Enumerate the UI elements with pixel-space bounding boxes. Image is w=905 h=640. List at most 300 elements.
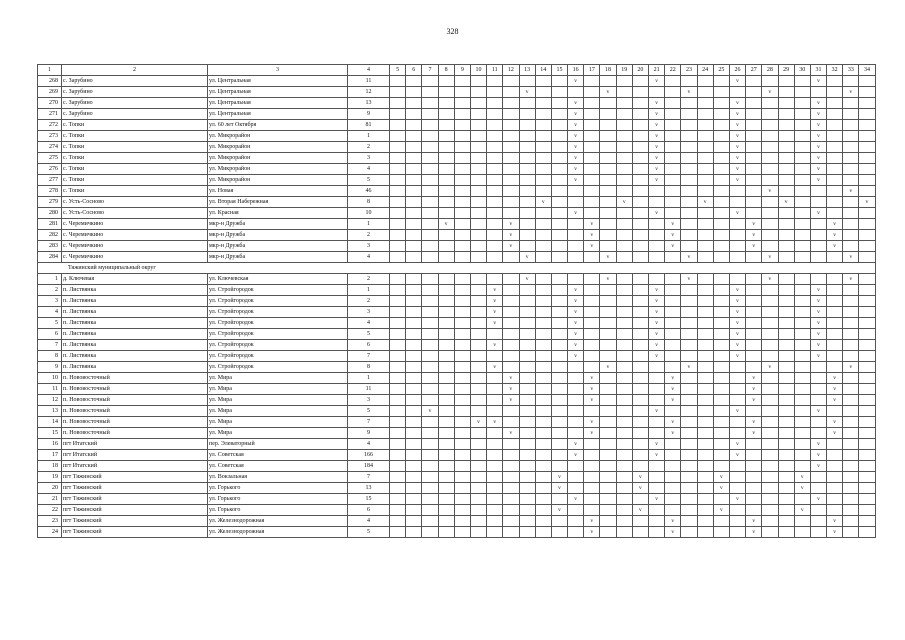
empty-cell — [406, 384, 422, 395]
empty-cell — [438, 109, 454, 120]
empty-cell — [390, 197, 406, 208]
empty-cell — [827, 461, 843, 472]
empty-cell — [503, 153, 519, 164]
table-row — [38, 450, 876, 461]
column-header-14: 14 — [535, 65, 551, 76]
house-cell: 6 — [348, 505, 390, 516]
empty-cell — [487, 461, 503, 472]
street-cell: ул. Стройгородок — [208, 285, 348, 296]
empty-cell — [762, 296, 778, 307]
empty-cell — [632, 175, 648, 186]
empty-cell — [697, 494, 713, 505]
empty-cell — [697, 274, 713, 285]
empty-cell — [859, 76, 875, 87]
empty-cell — [584, 175, 600, 186]
check-mark: v — [746, 428, 762, 439]
column-header-15: 15 — [551, 65, 567, 76]
empty-cell — [438, 395, 454, 406]
empty-cell — [843, 285, 859, 296]
empty-cell — [729, 395, 745, 406]
empty-cell — [713, 494, 729, 505]
empty-cell — [681, 219, 697, 230]
empty-cell — [390, 120, 406, 131]
empty-cell — [519, 230, 535, 241]
empty-cell — [568, 483, 584, 494]
check-mark: v — [729, 109, 745, 120]
row-number: 20 — [38, 483, 62, 494]
empty-cell — [454, 274, 470, 285]
column-header-21: 21 — [649, 65, 665, 76]
empty-cell — [616, 483, 632, 494]
empty-cell — [600, 527, 616, 538]
check-mark: v — [487, 296, 503, 307]
empty-cell — [422, 153, 438, 164]
empty-cell — [859, 208, 875, 219]
empty-cell — [438, 373, 454, 384]
check-mark: v — [649, 120, 665, 131]
empty-cell — [778, 340, 794, 351]
empty-cell — [794, 252, 810, 263]
empty-cell — [503, 472, 519, 483]
empty-cell — [729, 241, 745, 252]
empty-cell — [827, 153, 843, 164]
empty-cell — [422, 252, 438, 263]
check-mark: v — [810, 461, 826, 472]
empty-cell — [649, 87, 665, 98]
empty-cell — [406, 131, 422, 142]
empty-cell — [649, 219, 665, 230]
empty-cell — [535, 472, 551, 483]
table-row — [38, 329, 876, 340]
locality-cell: с. Зарубино — [62, 87, 208, 98]
empty-cell — [551, 439, 567, 450]
empty-cell — [697, 505, 713, 516]
empty-cell — [616, 241, 632, 252]
empty-cell — [713, 87, 729, 98]
empty-cell — [810, 527, 826, 538]
empty-cell — [535, 340, 551, 351]
empty-cell — [551, 164, 567, 175]
empty-cell — [778, 362, 794, 373]
check-mark: v — [762, 186, 778, 197]
check-mark: v — [519, 87, 535, 98]
empty-cell — [454, 417, 470, 428]
house-cell: 8 — [348, 197, 390, 208]
check-mark: v — [649, 406, 665, 417]
empty-cell — [665, 208, 681, 219]
empty-cell — [519, 461, 535, 472]
empty-cell — [713, 351, 729, 362]
empty-cell — [568, 461, 584, 472]
empty-cell — [778, 208, 794, 219]
empty-cell — [406, 296, 422, 307]
empty-cell — [843, 329, 859, 340]
empty-cell — [568, 87, 584, 98]
empty-cell — [632, 450, 648, 461]
empty-cell — [503, 362, 519, 373]
street-cell: ул. Мира — [208, 384, 348, 395]
empty-cell — [568, 252, 584, 263]
check-mark: v — [584, 527, 600, 538]
empty-cell — [551, 142, 567, 153]
check-mark: v — [649, 142, 665, 153]
empty-cell — [746, 362, 762, 373]
check-mark: v — [810, 439, 826, 450]
empty-cell — [390, 186, 406, 197]
empty-cell — [438, 494, 454, 505]
empty-cell — [551, 230, 567, 241]
empty-cell — [390, 439, 406, 450]
check-mark: v — [827, 417, 843, 428]
empty-cell — [422, 362, 438, 373]
empty-cell — [697, 461, 713, 472]
empty-cell — [438, 241, 454, 252]
empty-cell — [843, 76, 859, 87]
empty-cell — [665, 307, 681, 318]
empty-cell — [778, 505, 794, 516]
check-mark: v — [843, 274, 859, 285]
empty-cell — [632, 395, 648, 406]
locality-cell: п. Листвянка — [62, 285, 208, 296]
empty-cell — [632, 131, 648, 142]
empty-cell — [519, 109, 535, 120]
empty-cell — [697, 219, 713, 230]
empty-cell — [470, 296, 486, 307]
check-mark: v — [810, 296, 826, 307]
empty-cell — [422, 186, 438, 197]
check-mark: v — [616, 197, 632, 208]
house-cell: 5 — [348, 527, 390, 538]
empty-cell — [390, 307, 406, 318]
empty-cell — [454, 98, 470, 109]
check-mark: v — [729, 153, 745, 164]
empty-cell — [697, 450, 713, 461]
empty-cell — [681, 296, 697, 307]
check-mark: v — [746, 417, 762, 428]
empty-cell — [390, 417, 406, 428]
empty-cell — [503, 296, 519, 307]
empty-cell — [762, 197, 778, 208]
street-cell: ул. Мира — [208, 428, 348, 439]
empty-cell — [827, 296, 843, 307]
empty-cell — [438, 164, 454, 175]
house-cell: 9 — [348, 428, 390, 439]
check-mark: v — [568, 76, 584, 87]
empty-cell — [519, 208, 535, 219]
empty-cell — [632, 516, 648, 527]
empty-cell — [600, 483, 616, 494]
empty-cell — [406, 351, 422, 362]
row-number: 284 — [38, 252, 62, 263]
empty-cell — [616, 307, 632, 318]
house-cell: 46 — [348, 186, 390, 197]
empty-cell — [390, 494, 406, 505]
empty-cell — [454, 472, 470, 483]
empty-cell — [584, 252, 600, 263]
empty-cell — [535, 505, 551, 516]
empty-cell — [762, 373, 778, 384]
row-number: 21 — [38, 494, 62, 505]
empty-cell — [584, 351, 600, 362]
empty-cell — [794, 230, 810, 241]
empty-cell — [535, 142, 551, 153]
check-mark: v — [843, 252, 859, 263]
check-mark: v — [827, 230, 843, 241]
empty-cell — [794, 164, 810, 175]
empty-cell — [649, 252, 665, 263]
empty-cell — [746, 351, 762, 362]
empty-cell — [454, 516, 470, 527]
empty-cell — [470, 252, 486, 263]
table-row — [38, 208, 876, 219]
empty-cell — [616, 362, 632, 373]
check-mark: v — [649, 296, 665, 307]
empty-cell — [729, 186, 745, 197]
check-mark: v — [584, 516, 600, 527]
empty-cell — [438, 307, 454, 318]
empty-cell — [778, 450, 794, 461]
street-cell: ул. Мира — [208, 373, 348, 384]
empty-cell — [810, 505, 826, 516]
check-mark: v — [762, 274, 778, 285]
empty-cell — [762, 505, 778, 516]
table-row — [38, 362, 876, 373]
empty-cell — [503, 439, 519, 450]
empty-cell — [616, 340, 632, 351]
empty-cell — [843, 406, 859, 417]
empty-cell — [843, 505, 859, 516]
empty-cell — [729, 197, 745, 208]
empty-cell — [600, 428, 616, 439]
empty-cell — [778, 384, 794, 395]
empty-cell — [503, 450, 519, 461]
empty-cell — [616, 208, 632, 219]
check-mark: v — [859, 197, 875, 208]
empty-cell — [810, 197, 826, 208]
empty-cell — [827, 285, 843, 296]
column-header-17: 17 — [584, 65, 600, 76]
empty-cell — [535, 120, 551, 131]
empty-cell — [551, 450, 567, 461]
empty-cell — [487, 87, 503, 98]
check-mark: v — [729, 406, 745, 417]
empty-cell — [843, 516, 859, 527]
empty-cell — [584, 274, 600, 285]
empty-cell — [697, 175, 713, 186]
empty-cell — [713, 186, 729, 197]
empty-cell — [681, 109, 697, 120]
empty-cell — [697, 164, 713, 175]
table-row — [38, 351, 876, 362]
empty-cell — [729, 384, 745, 395]
empty-cell — [859, 219, 875, 230]
check-mark: v — [810, 307, 826, 318]
check-mark: v — [827, 241, 843, 252]
empty-cell — [762, 428, 778, 439]
empty-cell — [470, 395, 486, 406]
empty-cell — [390, 131, 406, 142]
check-mark: v — [729, 329, 745, 340]
empty-cell — [390, 505, 406, 516]
empty-cell — [778, 318, 794, 329]
street-cell: ул. Советская — [208, 450, 348, 461]
empty-cell — [438, 175, 454, 186]
empty-cell — [519, 351, 535, 362]
empty-cell — [778, 285, 794, 296]
empty-cell — [568, 384, 584, 395]
empty-cell — [632, 142, 648, 153]
empty-cell — [778, 219, 794, 230]
street-cell: ул. 60 лет Октября — [208, 120, 348, 131]
check-mark: v — [665, 219, 681, 230]
empty-cell — [665, 362, 681, 373]
empty-cell — [503, 98, 519, 109]
check-mark: v — [746, 230, 762, 241]
empty-cell — [843, 318, 859, 329]
house-cell: 5 — [348, 406, 390, 417]
empty-cell — [503, 527, 519, 538]
empty-cell — [470, 120, 486, 131]
empty-cell — [470, 516, 486, 527]
empty-cell — [762, 131, 778, 142]
empty-cell — [713, 384, 729, 395]
empty-cell — [843, 439, 859, 450]
empty-cell — [778, 175, 794, 186]
check-mark: v — [827, 516, 843, 527]
street-cell: ул. Центральная — [208, 87, 348, 98]
empty-cell — [632, 76, 648, 87]
row-number: 22 — [38, 505, 62, 516]
empty-cell — [422, 351, 438, 362]
check-mark: v — [810, 285, 826, 296]
empty-cell — [665, 439, 681, 450]
check-mark: v — [827, 219, 843, 230]
check-mark: v — [551, 483, 567, 494]
empty-cell — [519, 395, 535, 406]
empty-cell — [681, 439, 697, 450]
house-cell: 7 — [348, 417, 390, 428]
empty-cell — [762, 230, 778, 241]
house-cell: 2 — [348, 142, 390, 153]
check-mark: v — [568, 296, 584, 307]
empty-cell — [503, 505, 519, 516]
check-mark: v — [778, 197, 794, 208]
empty-cell — [665, 351, 681, 362]
empty-cell — [697, 76, 713, 87]
row-number: 273 — [38, 131, 62, 142]
empty-cell — [827, 494, 843, 505]
check-mark: v — [729, 208, 745, 219]
empty-cell — [438, 142, 454, 153]
empty-cell — [390, 351, 406, 362]
empty-cell — [827, 208, 843, 219]
empty-cell — [551, 318, 567, 329]
empty-cell — [454, 186, 470, 197]
empty-cell — [406, 76, 422, 87]
empty-cell — [470, 76, 486, 87]
empty-cell — [794, 153, 810, 164]
empty-cell — [535, 373, 551, 384]
empty-cell — [616, 142, 632, 153]
house-cell: 166 — [348, 450, 390, 461]
empty-cell — [422, 142, 438, 153]
empty-cell — [406, 373, 422, 384]
empty-cell — [422, 461, 438, 472]
empty-cell — [827, 450, 843, 461]
empty-cell — [843, 450, 859, 461]
empty-cell — [843, 175, 859, 186]
locality-cell: п. Нововосточный — [62, 406, 208, 417]
empty-cell — [584, 406, 600, 417]
empty-cell — [632, 120, 648, 131]
column-header-25: 25 — [713, 65, 729, 76]
check-mark: v — [810, 131, 826, 142]
check-mark: v — [810, 142, 826, 153]
empty-cell — [438, 461, 454, 472]
column-header-8: 8 — [438, 65, 454, 76]
empty-cell — [519, 131, 535, 142]
section-row — [38, 263, 876, 274]
empty-cell — [406, 87, 422, 98]
empty-cell — [762, 351, 778, 362]
row-number: 283 — [38, 241, 62, 252]
empty-cell — [616, 384, 632, 395]
empty-cell — [746, 208, 762, 219]
check-mark: v — [584, 241, 600, 252]
empty-cell — [713, 439, 729, 450]
empty-cell — [406, 164, 422, 175]
empty-cell — [665, 120, 681, 131]
check-mark: v — [762, 362, 778, 373]
check-mark: v — [584, 417, 600, 428]
empty-cell — [535, 494, 551, 505]
row-number: 272 — [38, 120, 62, 131]
empty-cell — [519, 450, 535, 461]
empty-cell — [827, 505, 843, 516]
empty-cell — [762, 384, 778, 395]
empty-cell — [778, 186, 794, 197]
empty-cell — [616, 76, 632, 87]
empty-cell — [616, 87, 632, 98]
check-mark: v — [600, 362, 616, 373]
table-row — [38, 186, 876, 197]
empty-cell — [681, 516, 697, 527]
column-header-18: 18 — [600, 65, 616, 76]
check-mark: v — [568, 307, 584, 318]
empty-cell — [697, 318, 713, 329]
empty-cell — [681, 373, 697, 384]
empty-cell — [600, 494, 616, 505]
empty-cell — [843, 461, 859, 472]
table-row — [38, 417, 876, 428]
empty-cell — [519, 175, 535, 186]
empty-cell — [649, 417, 665, 428]
empty-cell — [746, 186, 762, 197]
empty-cell — [859, 450, 875, 461]
empty-cell — [843, 395, 859, 406]
check-mark: v — [568, 208, 584, 219]
empty-cell — [681, 131, 697, 142]
check-mark: v — [810, 340, 826, 351]
empty-cell — [422, 296, 438, 307]
empty-cell — [794, 175, 810, 186]
check-mark: v — [649, 164, 665, 175]
empty-cell — [810, 252, 826, 263]
column-header-16: 16 — [568, 65, 584, 76]
empty-cell — [859, 373, 875, 384]
empty-cell — [390, 241, 406, 252]
empty-cell — [794, 98, 810, 109]
